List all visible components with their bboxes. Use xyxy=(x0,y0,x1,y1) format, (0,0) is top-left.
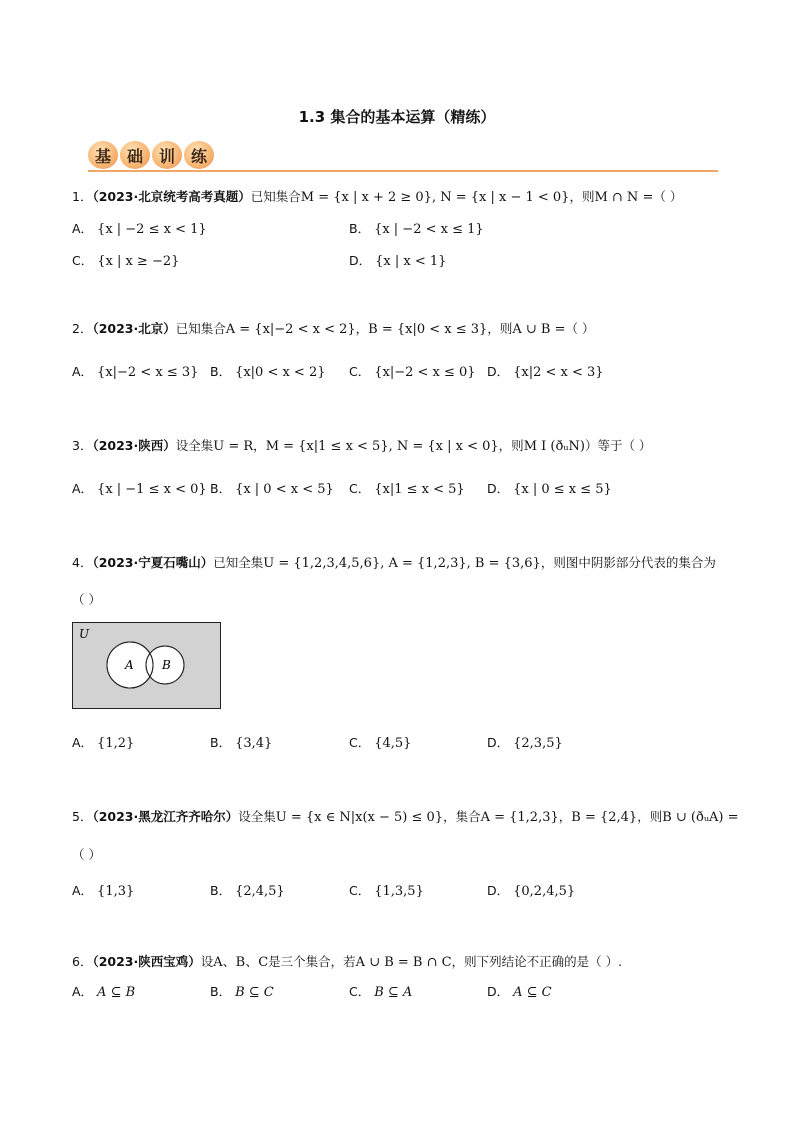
banner-char: 练 xyxy=(184,141,214,169)
option-c[interactable]: C． {1,3,5} xyxy=(349,883,424,899)
option-a[interactable]: A． {1,3} xyxy=(72,883,135,899)
option-a[interactable]: A． {x | −1 ≤ x < 0} xyxy=(72,481,207,497)
option-b[interactable]: B． {2,4,5} xyxy=(210,883,285,899)
option-d[interactable]: D． A ⊆ C xyxy=(487,984,552,1000)
banner-char: 训 xyxy=(152,141,182,169)
option-b[interactable]: B． {x | −2 < x ≤ 1} xyxy=(349,221,484,237)
option-c[interactable]: C． {x|−2 < x ≤ 0} xyxy=(349,364,476,380)
option-a[interactable]: A． A ⊆ B xyxy=(72,984,136,1000)
banner-char: 基 xyxy=(88,141,118,169)
option-a[interactable]: A． {x | −2 ≤ x < 1} xyxy=(72,221,207,237)
question-6-stem: 6．（2023·陕西宝鸡）设A、B、C是三个集合，若A ∪ B = B ∩ C，则下列结论不正确的是（ ）. xyxy=(72,954,623,970)
question-1-stem: 1．（2023·北京统考高考真题）已知集合M = {x | x + 2 ≥ 0}, N = {x | x − 1 < 0}，则M ∩ N =（ ） xyxy=(72,189,683,205)
option-d[interactable]: D． {x | 0 ≤ x ≤ 5} xyxy=(487,481,612,497)
option-a[interactable]: A． {1,2} xyxy=(72,735,135,751)
option-b[interactable]: B． {3,4} xyxy=(210,735,273,751)
venn-label-a: A xyxy=(125,658,134,672)
option-b[interactable]: B． B ⊆ C xyxy=(210,984,274,1000)
question-2-stem: 2．（2023·北京）已知集合A = {x|−2 < x < 2}，B = {x|0 < x ≤ 3}，则A ∪ B =（ ） xyxy=(72,321,595,337)
question-5-blank: （ ） xyxy=(72,847,101,862)
option-a[interactable]: A． {x|−2 < x ≤ 3} xyxy=(72,364,199,380)
option-d[interactable]: D． {2,3,5} xyxy=(487,735,563,751)
question-3-stem: 3．（2023·陕西）设全集U = R，M = {x|1 ≤ x < 5}, N = {x | x < 0}，则M I (ðᵤN)）等于（ ） xyxy=(72,438,652,454)
question-5-stem: 5．（2023·黑龙江齐齐哈尔）设全集U = {x ∈ N|x(x − 5) ≤ 0}，集合A = {1,2,3}，B = {2,4}，则B ∪ (ðᵤA) = xyxy=(72,809,739,825)
option-c[interactable]: C． {x | x ≥ −2} xyxy=(72,253,180,269)
option-d[interactable]: D． {x | x < 1} xyxy=(349,253,447,269)
section-banner xyxy=(88,141,214,171)
option-d[interactable]: D． {0,2,4,5} xyxy=(487,883,576,899)
banner-char: 础 xyxy=(120,141,150,169)
page-title: 1.3 集合的基本运算（精练） xyxy=(298,108,496,126)
option-c[interactable]: C． {x|1 ≤ x < 5} xyxy=(349,481,465,497)
option-c[interactable]: C． {4,5} xyxy=(349,735,412,751)
option-b[interactable]: B． {x|0 < x < 2} xyxy=(210,364,326,380)
question-4-blank: （ ） xyxy=(72,592,101,607)
section-divider xyxy=(88,170,718,172)
question-4-stem: 4．（2023·宁夏石嘴山）已知全集U = {1,2,3,4,5,6}, A = {1,2,3}, B = {3,6}，则图中阴影部分代表的集合为 xyxy=(72,555,716,571)
venn-diagram xyxy=(72,622,221,709)
option-c[interactable]: C． B ⊆ A xyxy=(349,984,413,1000)
venn-label-b: B xyxy=(162,658,171,672)
option-d[interactable]: D． {x|2 < x < 3} xyxy=(487,364,604,380)
option-b[interactable]: B． {x | 0 < x < 5} xyxy=(210,481,334,497)
venn-label-u: U xyxy=(79,627,90,641)
